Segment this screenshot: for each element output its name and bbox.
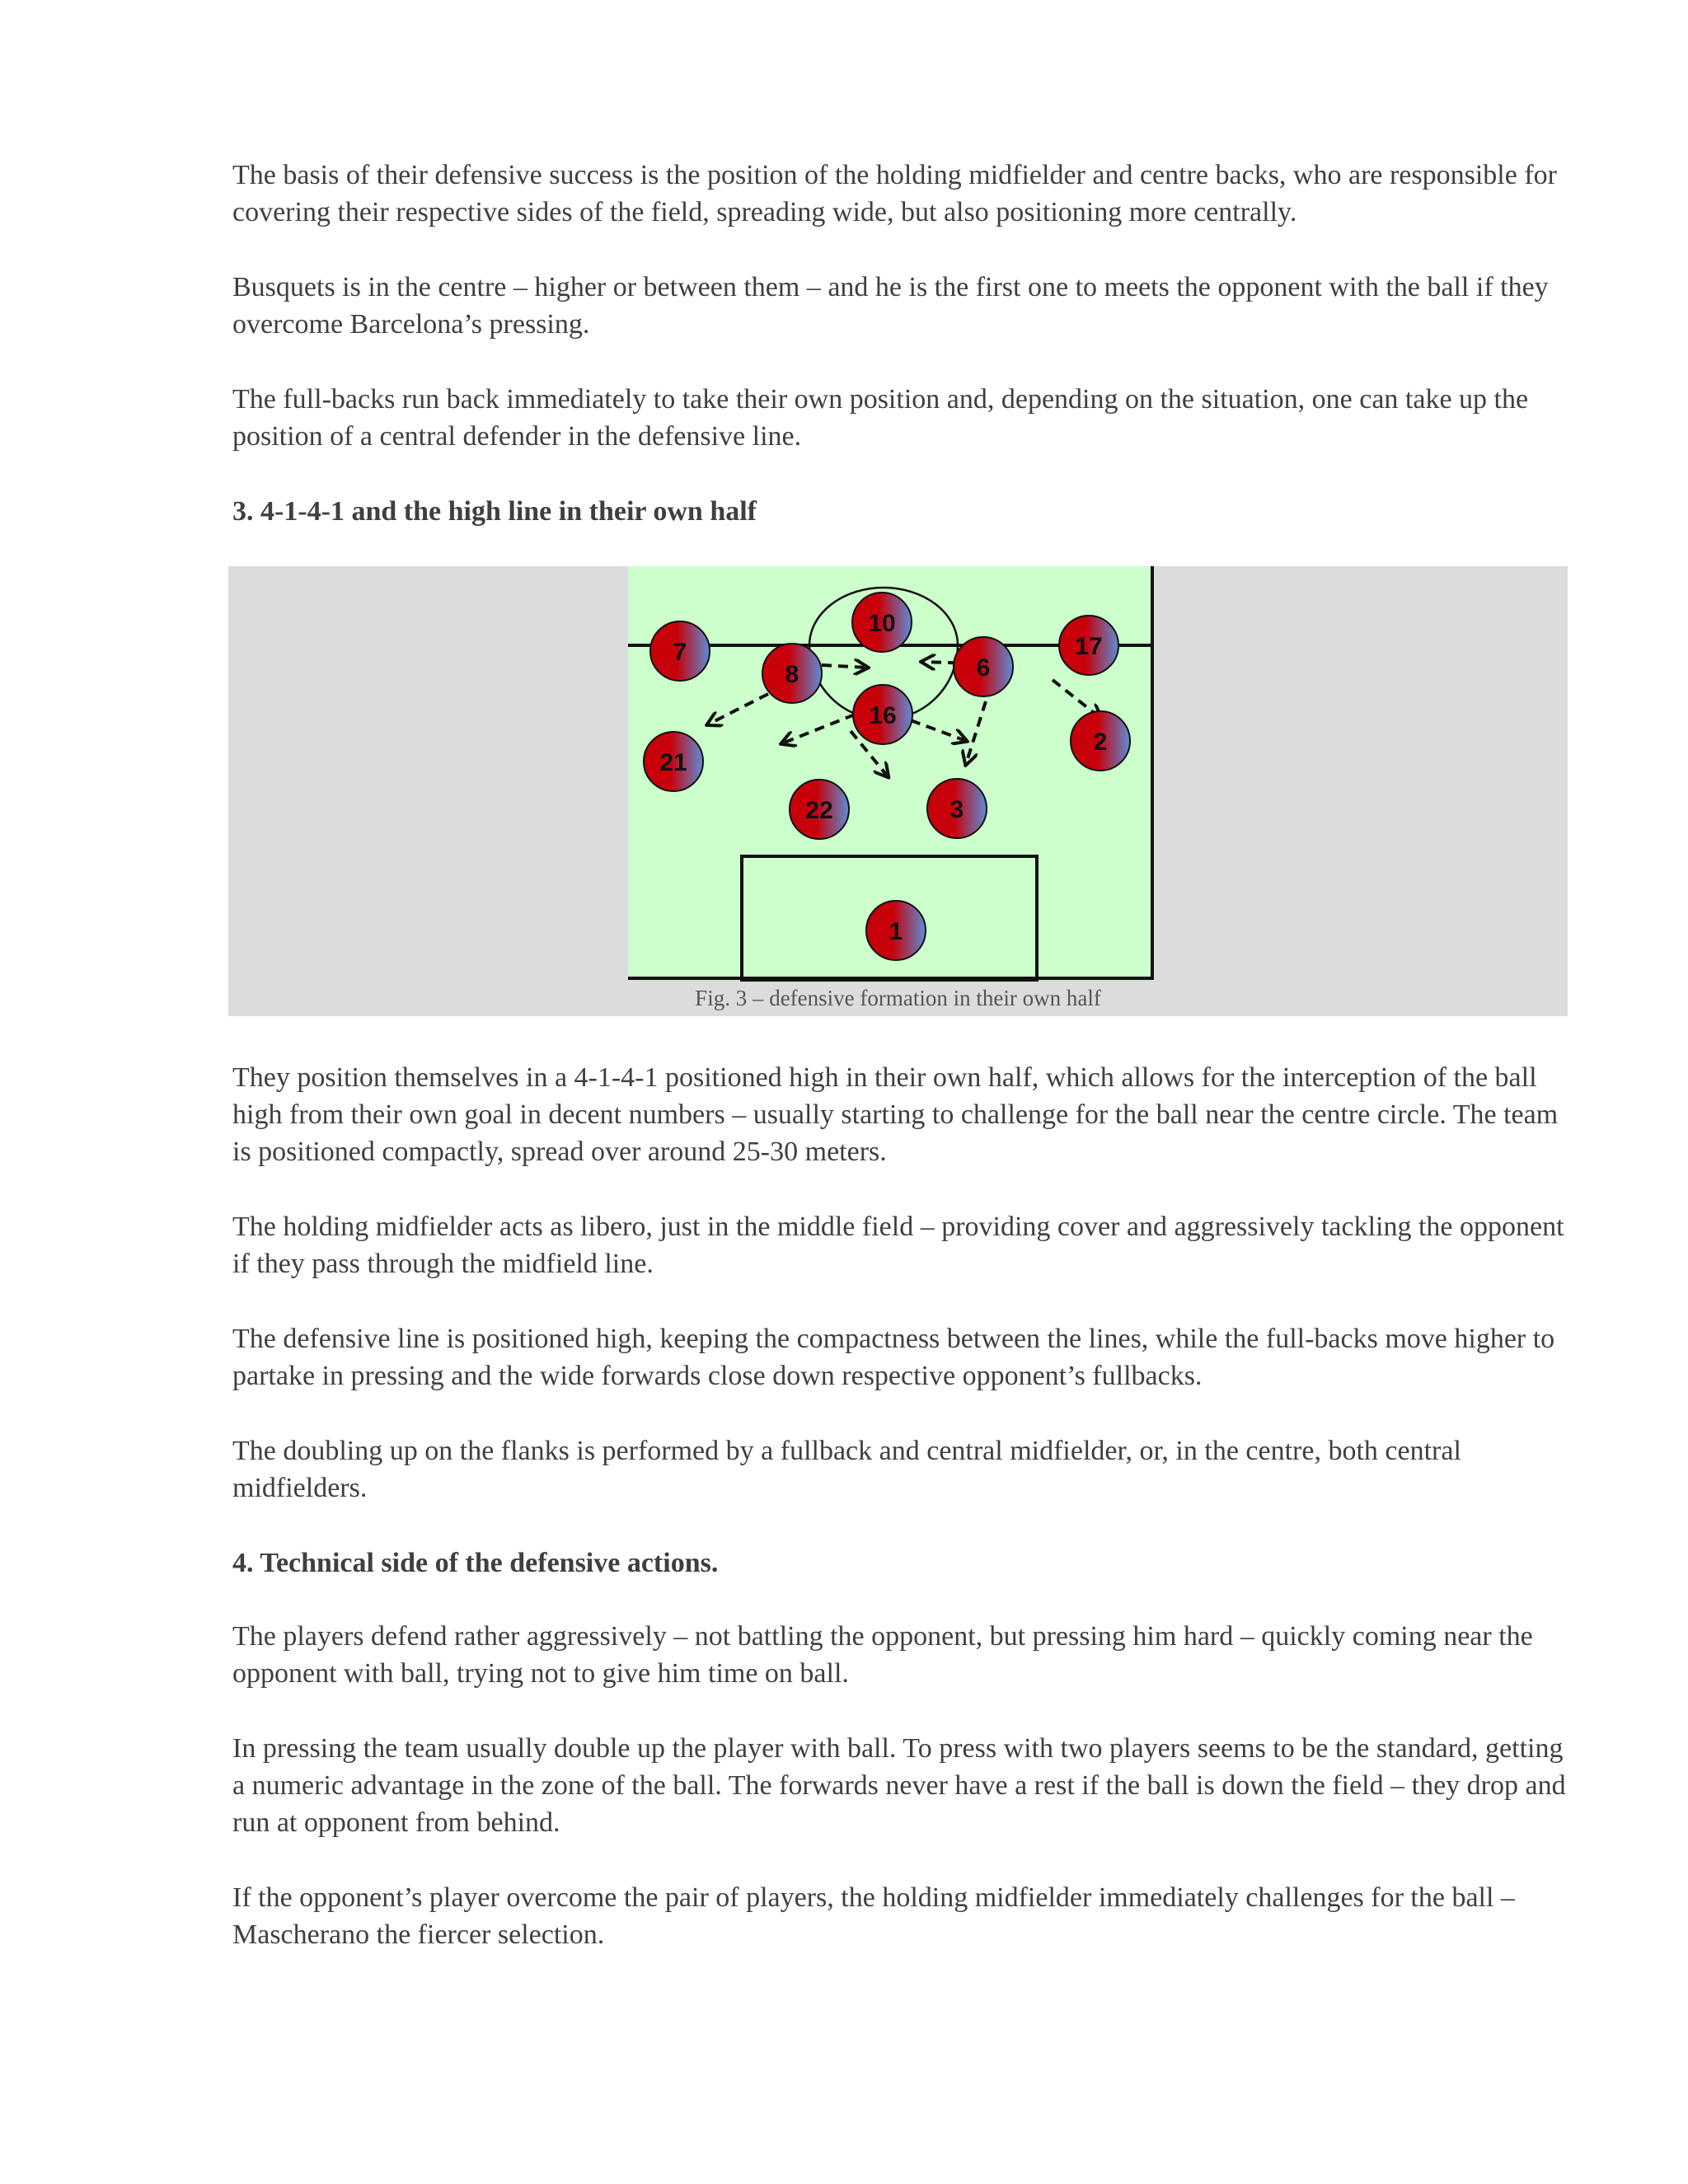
paragraph: If the opponent’s player overcome the pair of players, the holding midfielder immediately challenges for the ball – Mascherano the fiercer selection. <box>232 1882 1515 1950</box>
player-number: 1 <box>889 918 903 945</box>
paragraph: The doubling up on the flanks is performed by a fullback and central midfielder, or, in the centre, both central midfielders. <box>232 1436 1461 1503</box>
player-7 <box>650 621 710 681</box>
paragraph: The holding midfielder acts as libero, just in the middle field – providing cover and aggressively tackling the opponent if they pass through the midfield line. <box>232 1212 1564 1279</box>
figure-formation <box>228 566 1568 1016</box>
paragraph: They position themselves in a 4-1-4-1 positioned high in their own half, which allows for the interception of the ball high from their own goal in decent numbers – usually starting to challenge for the ball near the centre circle. The team is positioned compactly, spread over around 25-30 meters. <box>232 1062 1559 1167</box>
document-page <box>232 157 1568 1991</box>
player-3 <box>927 779 987 838</box>
section-heading-3: 3. 4-1-4-1 and the high line in their own half <box>232 496 757 527</box>
player-number: 16 <box>869 702 897 729</box>
player-number: 10 <box>868 610 896 637</box>
player-number: 21 <box>659 749 687 776</box>
player-22 <box>790 780 849 839</box>
player-number: 17 <box>1075 633 1103 660</box>
player-number: 6 <box>976 654 991 682</box>
player-17 <box>1059 616 1118 675</box>
player-8 <box>762 644 822 703</box>
paragraph: The basis of their defensive success is the position of the holding midfielder and centre backs, who are responsible for covering their respective sides of the field, spreading wide, but also positioning more centrally. <box>232 160 1557 227</box>
player-number: 2 <box>1093 729 1108 756</box>
paragraph: The players defend rather aggressively – not battling the opponent, but pressing him hard – quickly coming near the opponent with ball, trying not to give him time on ball. <box>232 1621 1533 1689</box>
player-10 <box>852 593 912 652</box>
player-16 <box>853 685 912 744</box>
player-21 <box>644 732 703 791</box>
player-6 <box>954 637 1013 696</box>
paragraph: In pressing the team usually double up the player with ball. To press with two players seems to be the standard, getting a numeric advantage in the zone of the ball. The forwards never have a rest if the ball is down the field – they drop and run at opponent from behind. <box>232 1733 1566 1838</box>
player-1 <box>866 901 926 960</box>
player-number: 3 <box>950 796 964 823</box>
player-2 <box>1071 711 1130 771</box>
player-number: 22 <box>805 797 833 824</box>
formation-diagram <box>228 566 1568 1016</box>
paragraph: The defensive line is positioned high, keeping the compactness between the lines, while the full-backs move higher to partake in pressing and the wide forwards close down respective opponent’s fullbacks. <box>232 1324 1555 1391</box>
paragraph: The full-backs run back immediately to take their own position and, depending on the situation, one can take up the position of a central defender in the defensive line. <box>232 384 1529 452</box>
player-number: 7 <box>673 639 687 666</box>
section-heading-4: 4. Technical side of the defensive actions. <box>232 1548 719 1578</box>
figure-caption: Fig. 3 – defensive formation in their own half <box>695 986 1101 1010</box>
paragraph: Busquets is in the centre – higher or between them – and he is the first one to meets the opponent with the ball if they overcome Barcelona’s pressing. <box>232 272 1549 340</box>
player-number: 8 <box>785 661 799 688</box>
